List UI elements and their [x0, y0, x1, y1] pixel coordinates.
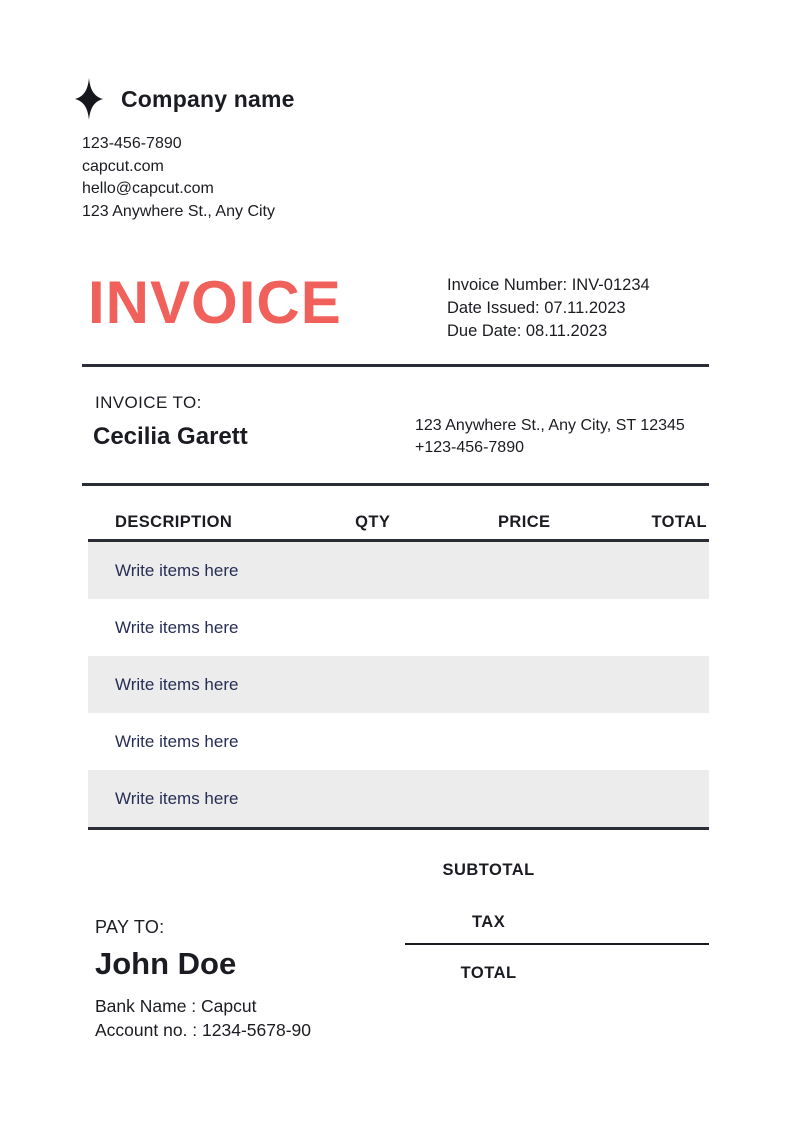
bank-details	[95, 994, 709, 1042]
invoice-title: INVOICE	[88, 269, 342, 336]
items-table	[88, 505, 709, 830]
divider-top	[82, 364, 709, 367]
items-table-header	[88, 505, 709, 542]
bill-to-heading: INVOICE TO:	[95, 393, 202, 412]
company-name: Company name	[121, 85, 295, 112]
total-label: TOTAL	[460, 964, 517, 982]
totals-divider	[405, 943, 709, 945]
table-row	[88, 656, 709, 713]
date-issued-line: Date Issued: 07.11.2023	[447, 299, 626, 317]
divider-billto	[82, 483, 709, 486]
payee-name: John Doe	[95, 946, 237, 981]
items-table-body	[88, 542, 709, 830]
account-number-line: Account no. : 1234-5678-90	[95, 1020, 311, 1040]
invoice-meta	[447, 274, 650, 343]
invoice-number-line: Invoice Number: INV-01234	[447, 276, 650, 294]
tax-label: TAX	[471, 913, 506, 931]
column-header-qty: QTY	[355, 512, 391, 531]
footer-section	[82, 830, 709, 1060]
table-row	[88, 713, 709, 770]
company-address: 123 Anywhere St., Any City	[82, 202, 275, 220]
bank-name-line: Bank Name : Capcut	[95, 996, 257, 1016]
bill-to-contact	[415, 415, 685, 459]
column-header-price: PRICE	[498, 512, 551, 531]
subtotal-label: SUBTOTAL	[442, 861, 535, 879]
table-row	[88, 542, 709, 599]
company-website: capcut.com	[82, 157, 164, 175]
company-email: hello@capcut.com	[82, 180, 214, 197]
table-row	[88, 599, 709, 656]
brand-row	[82, 78, 709, 120]
sparkle-icon	[75, 78, 103, 120]
invoice-header	[82, 269, 709, 341]
item-description-cell[interactable]: Write items here	[115, 560, 239, 580]
bill-to-address: 123 Anywhere St., Any City, ST 12345	[415, 417, 685, 434]
column-header-description: DESCRIPTION	[115, 512, 233, 531]
item-description-cell[interactable]: Write items here	[115, 788, 239, 808]
company-phone: 123-456-7890	[82, 135, 182, 152]
column-header-total: TOTAL	[651, 512, 707, 531]
company-contact	[82, 133, 709, 223]
bill-to-name: Cecilia Garett	[93, 423, 248, 450]
totals-block	[405, 830, 709, 983]
item-description-cell[interactable]: Write items here	[115, 674, 239, 694]
company-header	[82, 78, 709, 223]
due-date-line: Due Date: 08.11.2023	[447, 322, 608, 340]
bill-to-section	[82, 393, 709, 457]
bill-to-phone: +123-456-7890	[415, 439, 524, 456]
table-row	[88, 770, 709, 827]
pay-to-heading: PAY TO:	[95, 917, 165, 937]
item-description-cell[interactable]: Write items here	[115, 731, 239, 751]
item-description-cell[interactable]: Write items here	[115, 617, 239, 637]
